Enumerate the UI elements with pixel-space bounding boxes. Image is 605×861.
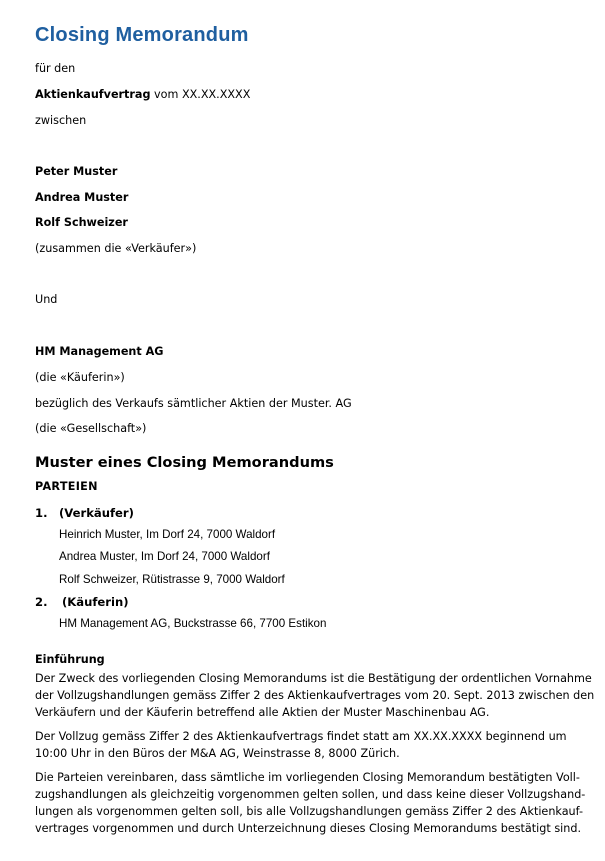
seller-address: Andrea Muster, Im Dorf 24, 7000 Waldorf <box>59 550 270 563</box>
paragraph-line: lungen als vorgenommen gelten soll, bis alle Vollzugshandlungen gemäss Ziffer 2 des Aktienkauf- <box>35 805 583 818</box>
zwischen-text: zwischen <box>35 114 87 127</box>
contract-date: vom XX.XX.XXXX <box>150 88 251 101</box>
paragraph-line: 10:00 Uhr in den Büros der M&A AG, Weinstrasse 8, 8000 Zürich. <box>35 747 400 760</box>
contract-line <box>35 88 250 101</box>
item-number: 2. <box>35 595 48 609</box>
buyer-note: (die «Käuferin») <box>35 371 125 384</box>
contract-name: Aktienkaufvertrag <box>35 88 151 101</box>
seller-name: Peter Muster <box>35 165 118 178</box>
document-title: Closing Memorandum <box>35 24 249 46</box>
paragraph-line: Die Parteien vereinbaren, dass sämtliche im vorliegenden Closing Memorandum bestätigten Voll- <box>35 771 580 784</box>
regarding-text: bezüglich des Verkaufs sämtlicher Aktien der Muster. AG <box>35 397 352 410</box>
parties-heading: PARTEIEN <box>35 480 98 493</box>
und-text: Und <box>35 293 58 306</box>
paragraph-line: Verkäufern und der Käuferin betreffend alle Aktien der Muster Maschinenbau AG. <box>35 706 490 719</box>
seller-address: Rolf Schweizer, Rütistrasse 9, 7000 Waldorf <box>59 573 285 586</box>
seller-name: Andrea Muster <box>35 191 129 204</box>
seller-name: Rolf Schweizer <box>35 216 128 229</box>
intro-paragraph <box>35 670 595 721</box>
seller-address: Heinrich Muster, Im Dorf 24, 7000 Waldorf <box>59 528 276 541</box>
buyer-label: (Käuferin) <box>62 595 129 609</box>
intro-paragraph <box>35 769 586 837</box>
sample-heading: Muster eines Closing Memorandums <box>35 454 334 471</box>
company-note: (die «Gesellschaft») <box>35 422 147 435</box>
sellers-label: (Verkäufer) <box>59 506 134 520</box>
intro-paragraph <box>35 728 566 762</box>
sellers-note: (zusammen die «Verkäufer») <box>35 242 197 255</box>
fuer-den-text: für den <box>35 62 76 75</box>
paragraph-line: vertrages vorgenommen und durch Unterzeichnung dieses Closing Memorandums bestätigt sind. <box>35 822 582 835</box>
paragraph-line: zugshandlungen als gleichzeitig vorgenommen gelten sollen, und dass keine dieser Vollzugshand- <box>35 788 586 801</box>
item-number: 1. <box>35 506 48 520</box>
paragraph-line: der Vollzugshandlungen gemäss Ziffer 2 des Aktienkaufvertrages vom 20. Sept. 2013 zwischen den <box>35 689 595 702</box>
buyer-name: HM Management AG <box>35 345 164 358</box>
paragraph-line: Der Vollzug gemäss Ziffer 2 des Aktienkaufvertrags findet statt am XX.XX.XXXX beginnend um <box>35 730 567 743</box>
buyer-address: HM Management AG, Buckstrasse 66, 7700 Estikon <box>59 617 327 630</box>
intro-heading: Einführung <box>35 653 105 666</box>
paragraph-line: Der Zweck des vorliegenden Closing Memorandums ist die Bestätigung der ordentlichen Vornahme <box>35 672 592 685</box>
